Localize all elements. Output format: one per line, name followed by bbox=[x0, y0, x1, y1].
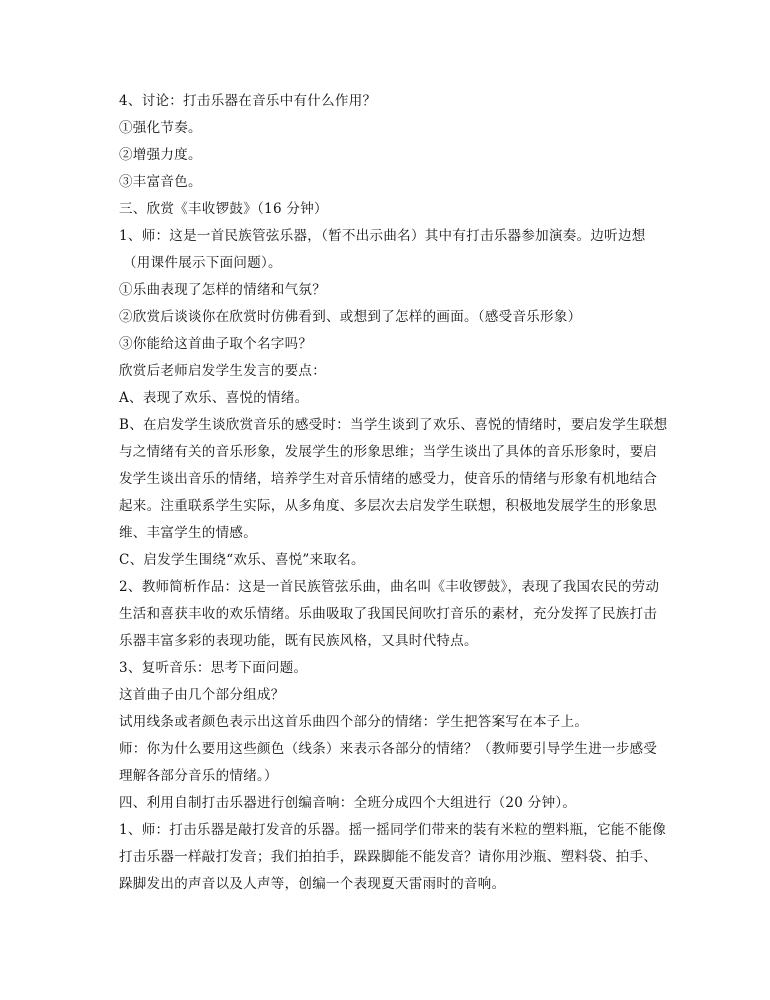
list-item: ②增强力度。 bbox=[119, 147, 202, 163]
paragraph-line: B、在启发学生谈欣赏音乐的感受时：当学生谈到了欢乐、喜悦的情绪时，要启发学生联想 bbox=[119, 417, 668, 433]
paragraph-line: 欣赏后老师启发学生发言的要点： bbox=[119, 363, 326, 379]
paragraph-line: 发学生谈出音乐的情绪，培养学生对音乐情绪的感受力，使音乐的情绪与形象有机地结合 bbox=[119, 471, 658, 487]
paragraph-line: （用课件展示下面问题）。 bbox=[123, 255, 282, 271]
paragraph-line: 起来。注重联系学生实际，从多角度、多层次去启发学生联想，积极地发展学生的形象思 bbox=[119, 498, 658, 514]
paragraph-line: 3、复听音乐：思考下面问题。 bbox=[119, 660, 308, 676]
section-heading-3: 三、欣赏《丰收锣鼓》（16 分钟） bbox=[119, 201, 328, 217]
paragraph-line: 师：你为什么要用这些颜色（线条）来表示各部分的情绪？（教师要引导学生进一步感受 bbox=[119, 741, 658, 757]
paragraph-line: 与之情绪有关的音乐形象，发展学生的形象思维；当学生谈出了具体的音乐形象时，要启 bbox=[119, 444, 658, 460]
paragraph-line: 维、丰富学生的情感。 bbox=[119, 525, 257, 541]
paragraph-line: 生活和喜获丰收的欢乐情绪。乐曲吸取了我国民间吹打音乐的素材，充分发挥了民族打击 bbox=[119, 606, 658, 622]
paragraph-line: 这首曲子由几个部分组成？ bbox=[119, 687, 285, 703]
section-heading-4: 四、利用自制打击乐器进行创编音响：全班分成四个大组进行（20 分钟）。 bbox=[119, 795, 577, 811]
paragraph-line: 2、教师简析作品：这是一首民族管弦乐曲，曲名叫《丰收锣鼓》，表现了我国农民的劳动 bbox=[119, 579, 660, 595]
list-item: ③丰富音色。 bbox=[119, 174, 202, 190]
paragraph-line: 跺脚发出的声音以及人声等，创编一个表现夏天雷雨时的音响。 bbox=[119, 876, 506, 892]
document-body bbox=[119, 88, 668, 898]
paragraph-line: 乐器丰富多彩的表现功能，既有民族风格，又具时代特点。 bbox=[119, 633, 478, 649]
list-item: C、启发学生围绕“欢乐、喜悦”来取名。 bbox=[119, 552, 365, 568]
list-item: ③你能给这首曲子取个名字吗？ bbox=[119, 336, 313, 352]
paragraph-line: 1、师：打击乐器是敲打发音的乐器。摇一摇同学们带来的装有米粒的塑料瓶，它能不能像 bbox=[119, 822, 667, 838]
paragraph-line: 1、师：这是一首民族管弦乐器，（暂不出示曲名）其中有打击乐器参加演奏。边听边想 bbox=[119, 228, 646, 244]
paragraph-line: 试用线条或者颜色表示出这首乐曲四个部分的情绪：学生把答案写在本子上。 bbox=[119, 714, 589, 730]
list-item: ①强化节奏。 bbox=[119, 120, 202, 136]
paragraph-line: 理解各部分音乐的情绪。） bbox=[119, 768, 278, 784]
list-item: ①乐曲表现了怎样的情绪和气氛？ bbox=[119, 282, 326, 298]
paragraph-line: 打击乐器一样敲打发音；我们拍拍手，跺跺脚能不能发音？请你用沙瓶、塑料袋、拍手、 bbox=[119, 849, 658, 865]
list-item: A、表现了欢乐、喜悦的情绪。 bbox=[119, 390, 309, 406]
list-item: ②欣赏后谈谈你在欣赏时仿佛看到、或想到了怎样的画面。（感受音乐形象） bbox=[119, 309, 582, 325]
discussion-heading: 4、讨论：打击乐器在音乐中有什么作用？ bbox=[119, 93, 377, 109]
